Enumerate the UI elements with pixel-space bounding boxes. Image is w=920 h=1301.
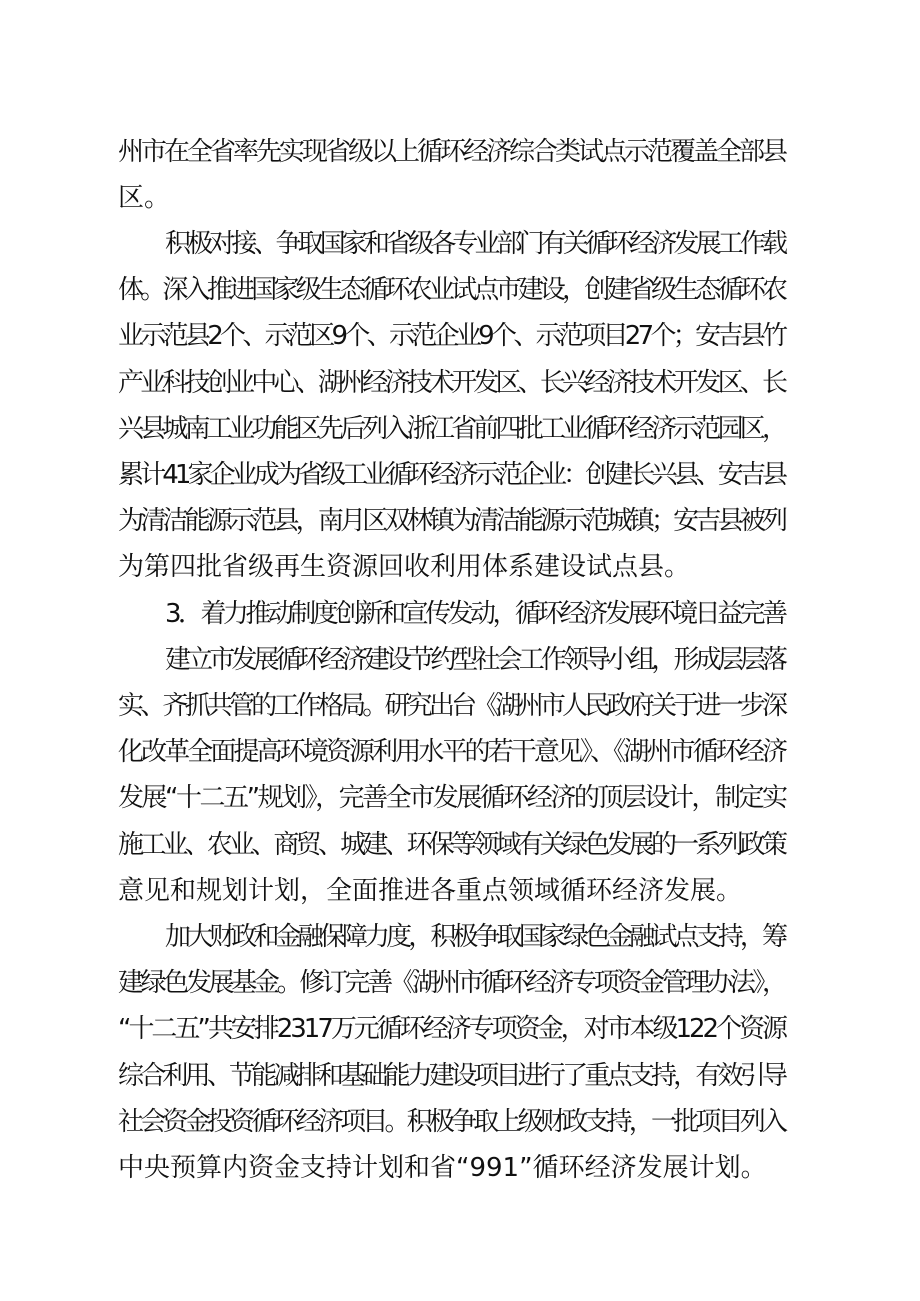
text-line: 为第四批省级再生资源回收利用体系建设试点县。 <box>118 552 691 582</box>
text-line: 业示范县2个、示范区9个、示范企业9个、示范项目27个；安吉县竹 <box>118 321 785 351</box>
text-line: 州市在全省率先实现省级以上循环经济综合类试点示范覆盖全部县 <box>118 137 785 167</box>
text-line: 产业科技创业中心、湖州经济技术开发区、长兴经济技术开发区、长 <box>118 368 785 398</box>
text-line: “十二五”共安排2317万元循环经济专项资金，对市本级122个资源 <box>118 1014 785 1044</box>
text-line: 实、齐抓共管的工作格局。研究出台《湖州市人民政府关于进一步深 <box>118 691 785 721</box>
text-line: 综合利用、节能减排和基础能力建设项目进行了重点支持，有效引导 <box>118 1061 785 1091</box>
text-line: 建立市发展循环经济建设节约型社会工作领导小组，形成层层落 <box>165 645 785 675</box>
text-line: 施工业、农业、商贸、城建、环保等领域有关绿色发展的一系列政策 <box>118 830 785 860</box>
text-line: 社会资金投资循环经济项目。积极争取上级财政支持，一批项目列入 <box>118 1107 785 1137</box>
text-line: 为清洁能源示范县，南月区双林镇为清洁能源示范城镇；安吉县被列 <box>118 506 785 536</box>
text-line: 加大财政和金融保障力度，积极争取国家绿色金融试点支持，筹 <box>165 922 785 952</box>
text-line: 区。 <box>118 183 171 213</box>
text-line: 化改革全面提高环境资源利用水平的若干意见》、《湖州市循环经济 <box>118 737 786 767</box>
text-line: 建绿色发展基金。修订完善《湖州市循环经济专项资金管理办法》， <box>118 968 785 998</box>
text-line: 体。深入推进国家级生态循环农业试点市建设，创建省级生态循环农 <box>118 275 785 305</box>
text-line: 发展“十二五”规划》，完善全市发展循环经济的顶层设计，制定实 <box>118 783 786 813</box>
text-line: 意见和规划计划，全面推进各重点领域循环经济发展。 <box>118 876 743 906</box>
text-line: 兴县城南工业功能区先后列入浙江省前四批工业循环经济示范园区， <box>118 414 785 444</box>
section-heading: 3．着力推动制度创新和宣传发动，循环经济发展环境日益完善 <box>165 599 785 629</box>
text-line: 累计41家企业成为省级工业循环经济示范企业：创建长兴县、安吉县 <box>118 460 785 490</box>
text-line: 中央预算内资金支持计划和省“991”循环经济发展计划。 <box>118 1153 767 1183</box>
text-line: 积极对接、争取国家和省级各专业部门有关循环经济发展工作载 <box>165 229 785 259</box>
